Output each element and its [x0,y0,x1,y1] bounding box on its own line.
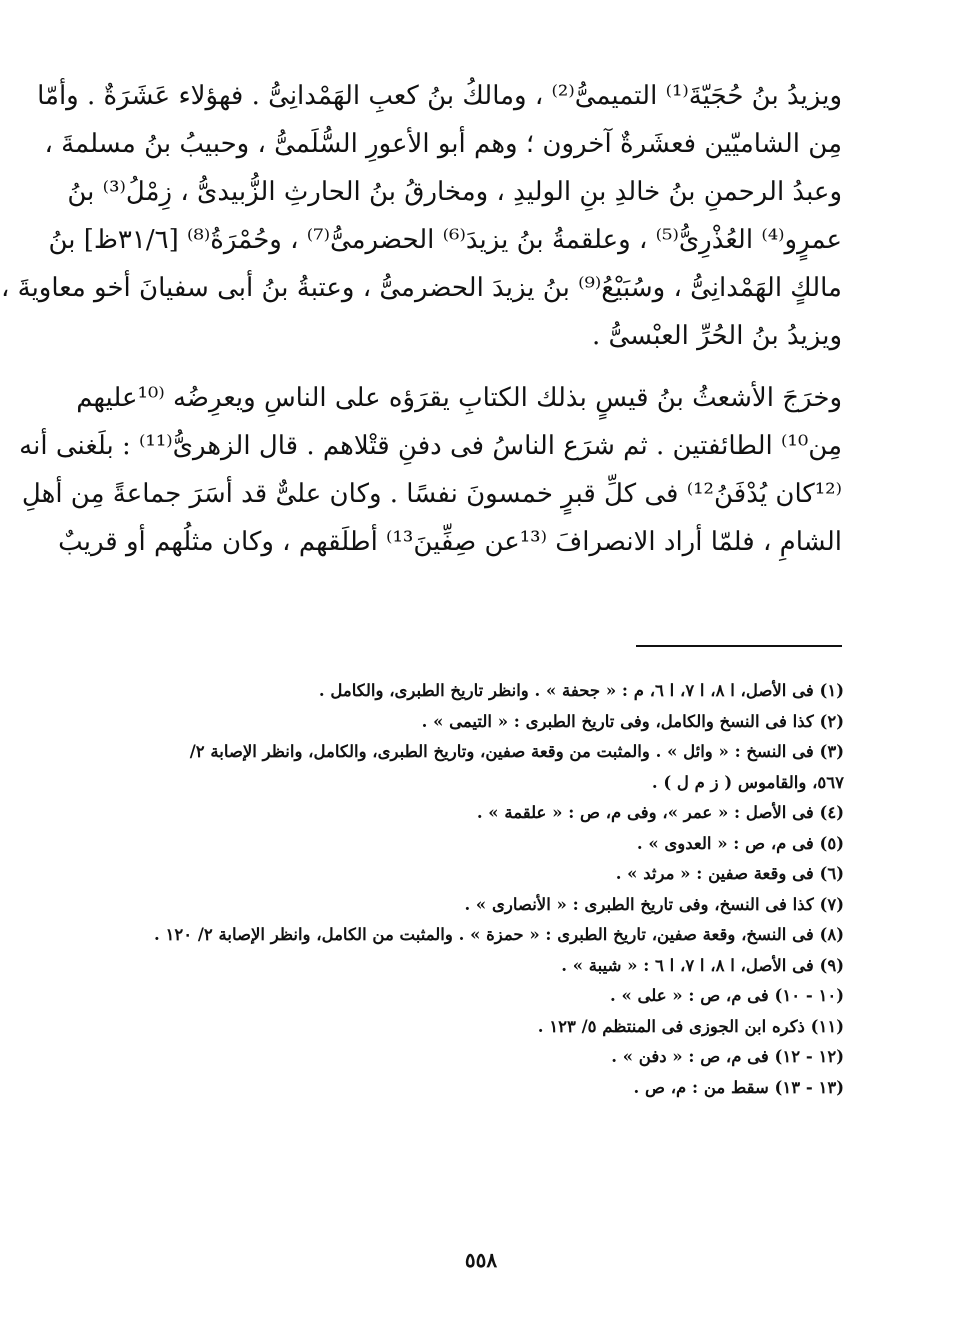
footnote: (١) فى الأصل، ا ٨، ا ٧، ا ٦، م : « جحفة » . وانظر تاريخ الطبرى، والكامل . [318,681,844,700]
page-number: ٥٥٨ [464,1248,498,1272]
footnote: ٥٦٧، والقاموس ( ز م ل ) . [651,772,844,792]
footnote: (١٢ - ١٢) فى م، ص : « دفن » . [611,1047,844,1066]
text-line: مِن¹⁰⁾ الطائفتين . ثم شرَع الناسُ فى دفنِ قتْلاهم . قال الزهرىُّ⁽¹¹⁾ : بلَغنى أنه [19,431,842,461]
footnote-divider [636,645,842,647]
footnote: (١١) ذكره ابن الجوزى فى المنتظم ٥/ ١٢٣ . [537,1016,844,1036]
footnote: (٤) فى الأصل : « عمر »، وفى م، ص : « علقمة » . [476,803,844,822]
text-line: الشامِ ، فلمّا أراد الانصرافَ ⁽¹³عن صِفِّينَ¹³⁾ أطلَقهم ، وكان مثلُهم أو قريبٌ [58,527,842,557]
footnote: (٧) كذا فى النسخ، وفى تاريخ الطبرى : « الأنصارى » . [464,894,844,914]
text-line: وخرَجَ الأشعثُ بنُ قيسٍ بذلك الكتابِ يقرَؤه على الناسِ ويعرِضُه ⁽¹⁰عليهم [76,383,842,413]
footnote: (١٠ - ١٠) فى م، ص : « على » . [609,986,844,1005]
footnote: (٦) فى وقعة صفين : « مرثد » . [615,864,844,883]
paragraph-gap [122,360,842,374]
text-line: مالكٍ الهَمْدانِىُّ ، وسُبَيْعُ⁽⁹⁾ بنُ يزيدَ الحضرمىُّ ، وعتبةُ بنُ أبى سفيانَ أخو معاويةَ ، [0,273,842,303]
footnote: (٣) فى النسخ : « وائل » . والمثبت من وقعة صفين، وتاريخ الطبرى، والكامل، وانظر الإصابة ٢/ [189,742,844,761]
text-line: ⁽¹²كان يُدْفَنُ¹²⁾ فى كلِّ قبرٍ خمسونَ نفسًا . وكان علىٌّ قد أسَرَ جماعةً مِن أهلِ [21,479,842,509]
footnote: (٢) كذا فى النسخ والكامل، وفى تاريخ الطبرى : « التيمى » . [421,711,844,731]
footnote: (٥) فى م، ص : « العدوى » . [636,833,844,853]
text-line: ويزيدُ بنُ الحُرِّ العبْسىُّ . [591,321,842,351]
text-line: عمرٍو⁽⁴⁾ العُذْرِىُّ⁽⁵⁾ ، وعلقمةُ بنُ يزيدَ⁽⁶⁾ الحضرمىُّ⁽⁷⁾ ، وحُمْرَةُ⁽⁸⁾ [٣١/٦ظ] بنُ [48,225,842,255]
main-text [0,72,842,566]
footnote: (٩) فى الأصل، ا ٨، ا ٧، ا ٦ : « شيبة » . [561,955,844,975]
footnote: (١٣ - ١٣) سقط من : م، ص . [633,1077,844,1097]
footnotes [122,676,844,1103]
text-line: مِن الشاميّين فعشَرةٌ آخرون ؛ وهم أبو الأعورِ السُّلَمىُّ ، وحبيبُ بنُ مسلمةَ ، [44,129,842,159]
text-line: وعبدُ الرحمنِ بنُ خالدِ بنِ الوليدِ ، ومخارقُ بنُ الحارثِ الزُّبيدىُّ ، زِمْلُ⁽³⁾ بنُ [67,177,842,207]
text-line: ويزيدُ بنُ حُجَيّةَ⁽¹⁾ التميمىُّ⁽²⁾ ، ومالكُ بنُ كعبِ الهَمْدانِىُّ . فهؤلاء عَشَرَةٌ . وأمّا [37,81,842,111]
footnote: (٨) فى النسخ، وقعة صفين، تاريخ الطبرى : « حمزة » . والمثبت من الكامل، وانظر الإصابة ٢/ ١٢٠ . [154,925,844,944]
